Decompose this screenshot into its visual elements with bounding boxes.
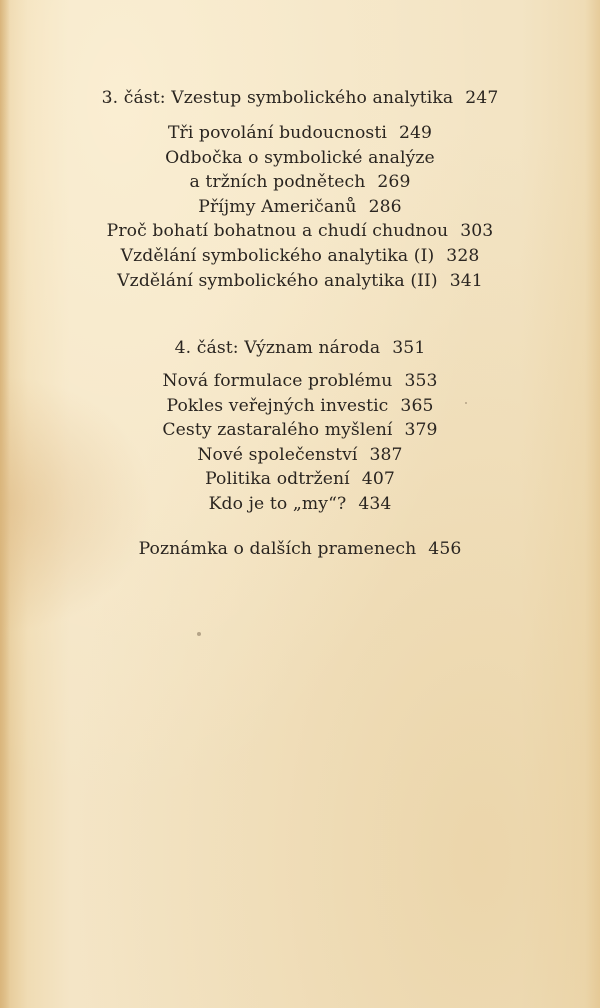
toc-entry: [0, 418, 600, 443]
toc-entry: [0, 244, 600, 269]
toc-entry: [0, 467, 600, 492]
toc-entry-page: 286: [368, 196, 402, 217]
toc-entry-page: 434: [358, 493, 392, 514]
toc-entry-title: Pokles veřejných investic: [166, 395, 389, 416]
toc-entry-page: 341: [449, 270, 483, 291]
toc-entry-page: 303: [460, 221, 494, 242]
paper-speck: [197, 632, 201, 636]
toc-entry-title: Poznámka o dalších pramenech: [138, 539, 417, 559]
toc-entry-page: 456: [428, 539, 462, 559]
toc-entry: [0, 394, 600, 419]
toc-entry-title: Vzdělání symbolického analytika (II): [117, 270, 438, 291]
toc-entry: [0, 219, 600, 244]
toc-entry-page: 387: [369, 444, 403, 465]
toc-section-4-heading: [0, 336, 600, 361]
section-heading-line: [0, 336, 600, 361]
toc-section-3-heading: [0, 86, 600, 111]
toc-entry-title: Nové společenství: [197, 444, 358, 465]
toc-entry-page: 328: [446, 245, 480, 266]
toc-entry-title: Odbočka o symbolické analýze: [165, 147, 435, 168]
toc-entry-page: 249: [398, 123, 433, 143]
toc-entry: [0, 269, 600, 294]
toc-entry-page: 353: [404, 371, 438, 391]
toc-entry-title: a tržních podnětech: [189, 172, 366, 193]
section-heading-page: 247: [465, 88, 499, 108]
section-heading-title: 3. část: Vzestup symbolického analytika: [101, 88, 454, 108]
toc-entry-page: 269: [377, 172, 411, 193]
toc-entry: [0, 170, 600, 195]
toc-entry-title: Tři povolání budoucnosti: [167, 123, 387, 143]
toc-entry-page: 379: [404, 420, 438, 441]
toc-entry: [0, 121, 600, 146]
toc-entry: [0, 369, 600, 394]
toc-entry: [0, 537, 600, 562]
toc-entry-page: 365: [400, 395, 434, 416]
toc-entry-title: Nová formulace problému: [162, 371, 393, 391]
toc-entry: [0, 443, 600, 468]
toc-entry: [0, 492, 600, 517]
section-heading-page: 351: [392, 338, 426, 358]
toc-section-4-entries: [0, 369, 600, 517]
toc-entry-title: Kdo je to „my“?: [208, 493, 347, 514]
toc-entry-title: Příjmy Američanů: [198, 196, 357, 217]
toc-section-3-entries: [0, 121, 600, 293]
toc-entry-page: 407: [361, 469, 395, 490]
section-heading-line: [0, 86, 600, 111]
section-heading-title: 4. část: Význam národa: [174, 338, 381, 358]
toc-entry-title: Cesty zastaralého myšlení: [162, 420, 393, 441]
toc-entry: [0, 195, 600, 220]
toc-entry-title: Vzdělání symbolického analytika (I): [120, 245, 435, 266]
toc-entry: [0, 146, 600, 171]
toc-note: [0, 537, 600, 562]
toc-entry-title: Proč bohatí bohatnou a chudí chudnou: [106, 221, 449, 242]
toc-entry-title: Politika odtržení: [205, 469, 350, 490]
